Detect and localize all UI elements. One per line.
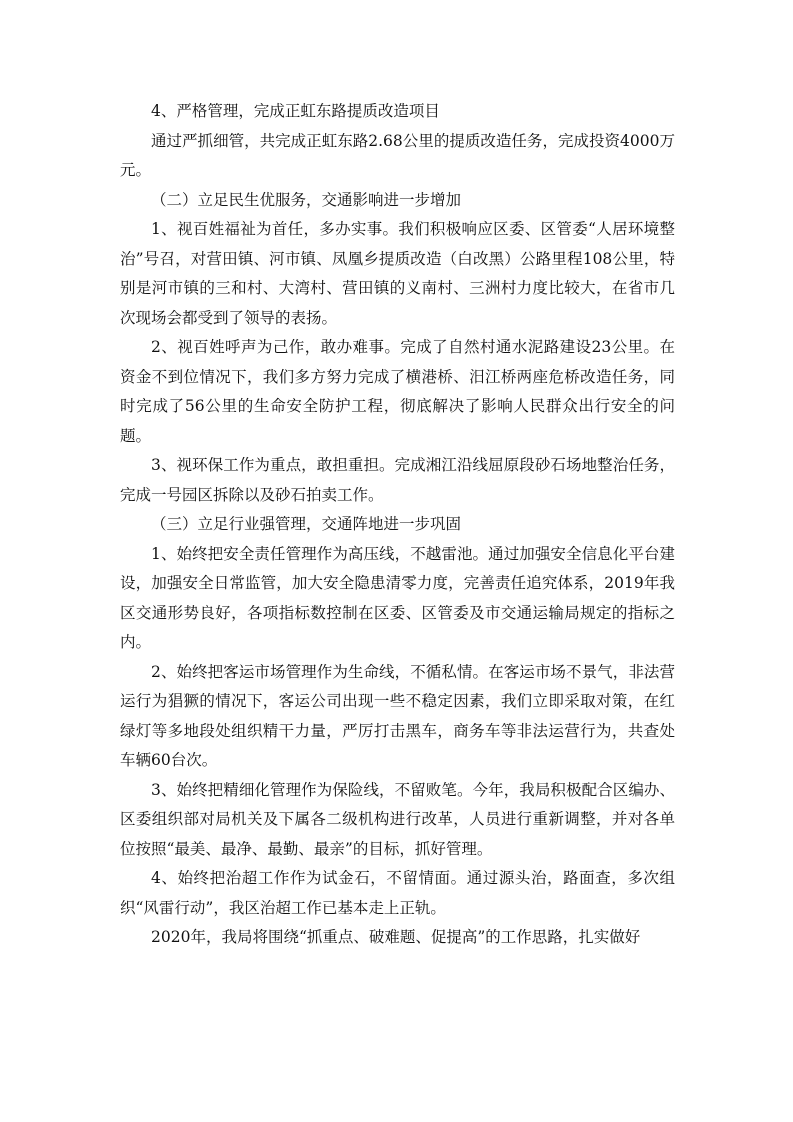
paragraph: 2、始终把客运市场管理作为生命线，不循私情。在客运市场不景气，非法营运行为猖獗的情况下，客运公司出现一些不稳定因素，我们立即采取对策，在红绿灯等多地段处组织精干力量，严厉打击黑车，商务车等非法运营行为，共查处车辆60台次。 [120,662,675,769]
paragraph: 2020年，我局将围绕“抓重点、破难题、促提高”的工作思路，扎实做好 [151,928,641,946]
paragraph: 3、始终把精细化管理作为保险线，不留败笔。今年，我局积极配合区编办、区委组织部对局机关及下属各二级机构进行改革，人员进行重新调整，并对各单位按照“最美、最净、最勤、最亲”的目标，抓好管理。 [120,780,675,858]
section-heading-2: （二）立足民生优服务，交通影响进一步增加 [151,190,462,209]
paragraph: 2、视百姓呼声为己作，敢办难事。完成了自然村通水泥路建设23公里。在资金不到位情况下，我们多方努力完成了横港桥、汨江桥两座危桥改造任务，同时完成了56公里的生命安全防护工程，彻底解决了影响人民群众出行安全的问题。 [120,338,675,445]
paragraph: 4、始终把治超工作作为试金石，不留情面。通过源头治，路面查，多次组织“风雷行动”，我区治超工作已基本走上正轨。 [120,869,675,917]
paragraph: 3、视环保工作为重点，敢担重担。完成湘江沿线屈原段砂石场地整治任务，完成一号园区拆除以及砂石拍卖工作。 [120,456,675,504]
heading-item-4: 4、严格管理，完成正虹东路提质改造项目 [151,102,440,120]
paragraph: 通过严抓细管，共完成正虹东路2.68公里的提质改造任务，完成投资4000万元。 [120,131,675,179]
document-body [120,97,675,953]
paragraph: 1、始终把安全责任管理作为高压线，不越雷池。通过加强安全信息化平台建设，加强安全日常监管，加大安全隐患清零力度，完善责任追究体系，2019年我区交通形势良好，各项指标数控制在区委、区管委及市交通运输局规定的指标之内。 [120,544,675,651]
paragraph: 1、视百姓福祉为首任，多办实事。我们积极响应区委、区管委“人居环境整治”号召，对营田镇、河市镇、凤凰乡提质改造（白改黑）公路里程108公里，特别是河市镇的三和村、大湾村、营田镇的义南村、三洲村力度比较大，在省市几次现场会都受到了领导的表扬。 [120,220,675,327]
section-heading-3: （三）立足行业强管理，交通阵地进一步巩固 [151,515,462,533]
